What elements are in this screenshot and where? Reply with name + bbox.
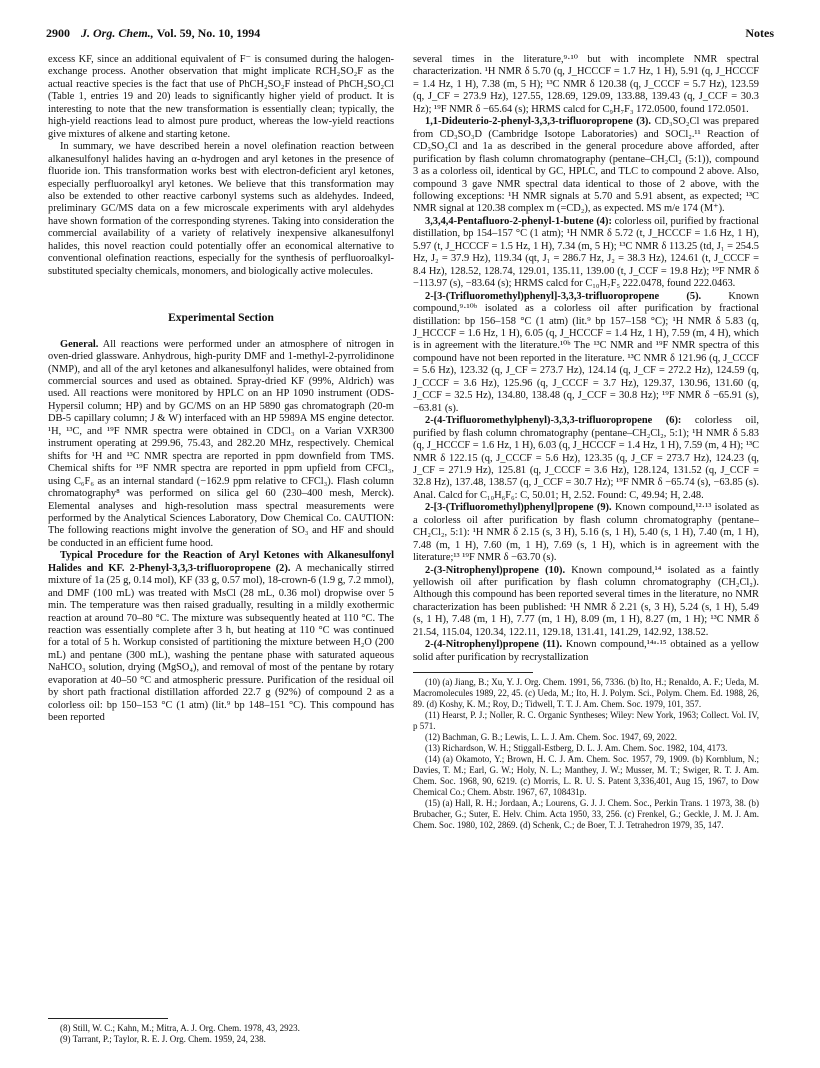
- compound-10-lead: 2-(3-Nitrophenyl)propene (10).: [425, 564, 566, 576]
- left-footnotes: [48, 1018, 394, 1045]
- paragraph-compound-11: [413, 639, 759, 664]
- compound-11-text: Known compound,¹⁴ᵃ·¹⁵ obtained as a yellow solid after purification by recrystallization: [413, 639, 759, 663]
- paragraph-compound-3: [413, 116, 759, 216]
- compound-3-lead: 1,1-Dideuterio-2-phenyl-3,3,3-trifluoropropene (3).: [425, 116, 651, 128]
- section-title: Experimental Section: [168, 312, 274, 325]
- compound-5-lead: 2-[3-(Trifluoromethyl)phenyl]-3,3,3-trifluoropropene (5).: [425, 290, 702, 302]
- paragraph-typical-procedure: [48, 550, 394, 724]
- footnote-12: (12) Bachman, G. B.; Lewis, L. L. J. Am. Chem. Soc. 1947, 69, 2022.: [425, 732, 677, 743]
- typical-text: A mechanically stirred mixture of 1a (25 g, 0.14 mol), KF (33 g, 0.57 mol), 18-crown-6 (1.9 g, 7.2 mmol), and DMF (100 mL) was treated with MsCl (28 mL, 0.36 mol) dropwise over 5 min. The temperature was then raised gradually, resulting in a mildly exothermic reaction at around 70–80 °C. The mixture was subsequently heated at 110 °C. The reaction was essentially complete after 3 h, but heating at 110 °C was continued for a total of 5 h. Workup consisted of partitioning the mixture between H₂O (200 mL) and pentane (300 mL), washing the pentane phase with saturated aqueous NaHCO₃ solution, drying (MgSO₄), and removal of most of the pentane by rotary evaporation at 40–50 °C and atmospheric pressure. Purification of the residual oil by short path fractional distillation afforded 22.7 g (92%) of compound 2 as a colorless oil: bp 150–153 °C (1 atm) (lit.⁹ bp 148–151 °C). This compound has been reported: [48, 562, 394, 724]
- footnote-divider-right: [413, 672, 533, 673]
- paragraph-compound-6: [413, 415, 759, 502]
- compound-10-text: Known compound,¹⁴ isolated as a faintly yellowish oil after purification by flash column chromatography (CH₂Cl₂). Although this compound has been reported several times in the literature, no NMR characterization has been published: ¹H NMR δ 2.21 (s, 3 H), 5.24 (s, 1 H), 5.49 (s, 1 H), 7.48 (m, 1 H), 7.77 (m, 1 H), 8.09 (m, 1 H), 8.27 (m, 1 H); ¹³C NMR δ 21.54, 115.04, 120.34, 122.11, 129.18, 131.41, 141.29, 142.92, 138.52.: [413, 564, 759, 638]
- paragraph-continued: excess KF, since an additional equivalent of F⁻ is consumed during the halogen-exchange process. Another observation that might implicate RCH₂SO₂F as the actual reactive species is the fact that use of PhCH₂SO₂F instead of PhCH₂SO₂Cl (Table 1, entries 19 and 20) leads to significantly higher yield of product. It is interesting to note that the new transformation is essentially clean; typically, the high-yield reactions lead to almost pure product, whereas the low-yield reactions give mixtures of alkene and starting ketone.: [48, 54, 394, 140]
- header-left: [46, 26, 260, 41]
- compound-5-text: Known compound,⁹·¹⁰ᵇ isolated as a colorless oil after purification by fractional distillation: bp 156–158 °C (1 atm) (lit.⁹ bp 157–158 °C); ¹H NMR δ 5.83 (q, J_HCCCF = 1.6 Hz, 1 H), 6.05 (q, J_HCCCF = 1.4 Hz, 1 H), 7.59 (m, 4 H), which is in agreement with the literature.¹⁰ᵇ The ¹³C NMR and ¹⁹F NMR spectra of this compound have not been reported in the literature. ¹³C NMR δ 121.96 (q, J_CCCF = 5.6 Hz), 123.32 (q, J_CF = 273.7 Hz), 124.14 (q, J_CF = 272.2 Hz), 124.59 (q, J_CCCF = 3.6 Hz), 125.96 (q, J_CCCF = 3.7 Hz), 129.37, 130.96, 131.60 (q, J_CCF = 32.5 Hz), 134.80, 138.48 (q, J_CCF = 30.8 Hz); ¹⁹F NMR δ −65.91 (s), −63.81 (s).: [413, 290, 759, 414]
- typical-lead: Typical Procedure for the Reaction of Aryl Ketones with Alkanesulfonyl Halides and KF. 2-Phenyl-3,3,3-trifluoropropene (2).: [48, 550, 394, 574]
- section-name: Notes: [745, 26, 774, 40]
- paragraph-summary: In summary, we have described herein a novel olefination reaction between alkanesulfonyl halides having an α-hydrogen and aryl ketones in the presence of fluoride ion. This transformation works best with electron-deficient aryl ketones, especially perfluoroalkyl aryl ketones. We believe that this transformation may also be extended to other reactive carbonyl systems such as aldehydes. Indeed, preliminary GC/MS data on a few microscale experiments with aryl aldehydes have shown formation of the corresponding styrenes. Taking into consideration the commercial availability of a variety of relatively inexpensive alkanesulfonyl halides, this novel reaction could potentially offer an economical alternative to conventional olefination reactions, especially for the synthesis of perfluoroalkyl-substituted specialty chemicals, monomers, and biologically active molecules.: [48, 141, 394, 277]
- footnote-divider: [48, 1018, 168, 1019]
- footnote-8: (8) Still, W. C.; Kahn, M.; Mitra, A. J. Org. Chem. 1978, 43, 2923.: [60, 1023, 300, 1033]
- right-column: [413, 54, 759, 831]
- paragraph-compound-2-data: several times in the literature,⁹·¹⁰ but with incomplete NMR spectral characterization. ¹H NMR δ 5.70 (q, J_HCCCF = 1.7 Hz, 1 H), 5.91 (q, J_HCCCF = 1.4 Hz, 1 H), 7.38 (m, 5 H); ¹³C NMR δ 120.38 (q, J_CCCF = 5.7 Hz), 123.59 (q, J_CF = 273.9 Hz), 127.55, 128.69, 129.09, 133.88, 139.43 (q, J_CCF = 30.3 Hz); ¹⁹F NMR δ −65.64 (s); HRMS calcd for C₉H₇F₃ 172.0500, found 172.0501.: [413, 54, 759, 115]
- page-header: [46, 26, 774, 44]
- volume-info: Vol. 59, No. 10, 1994: [156, 26, 261, 40]
- compound-4-text: colorless oil, purified by fractional distillation, bp 154–157 °C (1 atm); ¹H NMR δ 5.72 (t, J_HCCCF = 1.6 Hz, 1 H), 5.97 (t, J_HCCCF = 1.5 Hz, 1 H), 7.34 (m, 5 H); ¹³C NMR δ 113.25 (td, J₁ = 254.5 Hz, J₂ = 37.9 Hz), 119.34 (qt, J₁ = 286.7 Hz, J₂ = 38.3 Hz), 124.61 (t, J_CCCF = 8.4 Hz), 128.52, 128.74, 129.01, 135.11, 139.00 (t, J_CCF = 19.8 Hz); ¹⁹F NMR δ −113.97 (s), −83.64 (s); HRMS calcd for C₁₀H₇F₅ 222.0478, found 222.0463.: [413, 215, 759, 290]
- paragraph-compound-10: [413, 565, 759, 640]
- general-lead: General.: [60, 338, 99, 350]
- left-column: [48, 54, 394, 725]
- compound-9-lead: 2-[3-(Trifluoromethyl)phenyl]propene (9).: [425, 502, 612, 514]
- paragraph-general: [48, 339, 394, 551]
- journal-name: J. Org. Chem.,: [81, 26, 154, 40]
- compound-11-lead: 2-(4-Nitrophenyl)propene (11).: [425, 639, 563, 651]
- compound-6-lead: 2-(4-Trifluoromethylphenyl)-3,3,3-trifluoropropene (6):: [425, 415, 682, 427]
- compound-4-lead: 3,3,4,4-Pentafluoro-2-phenyl-1-butene (4):: [425, 215, 612, 227]
- footnote-14: (14) (a) Okamoto, Y.; Brown, H. C. J. Am. Chem. Soc. 1957, 79, 1909. (b) Kornblum, N.; Davies, T. M.; Earl, G. W.; Holy, N. L.; Manthey, J. W.; Musser, M. T.; Swiger, R. T. J. Am. Chem. Soc. 1968, 90, 6219. (c) Morris, L. R. U. S. Patent 3,336,401, Aug 15, 1967, to Dow Chemical Co.; Chem. Abstr. 1967, 67, 108431p.: [413, 754, 759, 798]
- footnote-10: (10) (a) Jiang, B.; Xu, Y. J. Org. Chem. 1991, 56, 7336. (b) Ito, H.; Renaldo, A. F.; Ueda, M. Macromolecules 1989, 22, 45. (c) Ueda, M.; Ito, H. J. Polym. Sci., Polym. Chem. Ed. 1988, 26, 89. (d) Koshy, K. M.; Roy, D.; Tidwell, T. T. J. Am. Chem. Soc. 1979, 101, 357.: [413, 677, 759, 710]
- paragraph-compound-5: [413, 291, 759, 416]
- footnote-13: (13) Richardson, W. H.; Stiggall-Estberg, D. L. J. Am. Chem. Soc. 1982, 104, 4173.: [425, 743, 728, 754]
- paragraph-compound-9: [413, 502, 759, 564]
- right-footnotes: [413, 672, 759, 831]
- general-text: All reactions were performed under an atmosphere of nitrogen in oven-dried glassware. Anhydrous, high-purity DMF and 1-methyl-2-pyrrolidinone (NMP), and all of the aryl ketones and alkanesulfonyl halides, were obtained from commercial sources and used as obtained. Spray-dried KF (99%, Aldrich) was used. All reactions were monitored by HPLC on an HP 1090 instrument (ODS-Hypersil column; HP) and by GC/MS on an HP 5890 gas chromatograph (20-m DB-5 capillary column; J & W) interfaced with an HP 5989A MS engine detector. ¹H, ¹³C, and ¹⁹F NMR spectra were obtained in CDCl₃ on a Varian VXR300 instrument operating at 299.96, 75.43, and 282.20 MHz, respectively. Chemical shifts for ¹H and ¹³C NMR spectra are reported in ppm downfield from TMS. Chemical shifts for ¹⁹F NMR spectra are reported in ppm upfield from CFCl₃, using C₆F₆ as an internal standard (−162.9 ppm relative to CFCl₃). Flash column chromatography⁸ was performed on silica gel 60 (230–400 mesh, Merck). Elemental analyses and high-resolution mass spectral measurements were performed by the Analytical Sciences Laboratory, Dow Chemical Co. CAUTION: The following reactions might involve the generation of SO₃ and HF and should be conducted in an efficient fume hood.: [48, 338, 394, 549]
- compound-3-text: CD₃SO₂Cl was prepared from CD₃SO₃D (Cambridge Isotope Laboratories) and SOCl₂.¹¹ Reaction of CD₃SO₂Cl and 1a as described in the general procedure above afforded, after purification by flash column chromatography (pentane–CH₂Cl₂ (5:1)), compound 3 as a colorless oil, identical by GC, HPLC, and TLC to compound 2 above. Also, compound 3 gave NMR spectral data identical to those of 2 above, with the following exceptions: ¹H NMR signals at 5.70 and 5.91 absent, as expected; ¹³C NMR signal at 120.38 complex m (=CD₂), as expected. MS m/e 174 (M⁺).: [413, 116, 760, 215]
- footnote-9: (9) Tarrant, P.; Taylor, R. E. J. Org. Chem. 1959, 24, 238.: [60, 1034, 266, 1044]
- compound-9-text: Known compound,¹²·¹³ isolated as a colorless oil after purification by flash column chromatography (pentane–CH₂Cl₂, 5:1): ¹H NMR δ 2.15 (s, 3 H), 5.16 (s, 1 H), 5.40 (s, 1 H), 7.40 (m, 1 H), 7.48 (m, 1 H), 7.60 (m, 1 H), 7.69 (s, 1 H), which is in agreement with the literature;¹³ ¹⁹F NMR δ −63.70 (s).: [413, 502, 760, 564]
- footnote-15: (15) (a) Hall, R. H.; Jordaan, A.; Lourens, G. J. J. Chem. Soc., Perkin Trans. 1 1973, 38. (b) Brubacher, G.; Suter, E. Helv. Chim. Acta 1950, 33, 256. (c) Frenkel, G.; Geckle, J. M. J. Am. Chem. Soc. 1980, 102, 2869. (d) Schenk, C.; de Boer, T. J. Tetrahedron 1979, 35, 147.: [413, 798, 759, 831]
- paragraph-compound-4: [413, 216, 759, 291]
- page-number: 2900: [46, 26, 70, 40]
- compound-6-text: colorless oil, purified by flash column chromatography (pentane–CH₂Cl₂, 5:1); ¹H NMR δ 5.83 (q, J_HCCCF = 1.6 Hz, 1 H), 6.03 (q, J_HCCCF = 1.4 Hz, 1 H), 7.59 (m, 4 H); ¹³C NMR δ 122.15 (q, J_CCCF = 5.6 Hz), 123.35 (q, J_CF = 273.7 Hz), 124.23 (q, J_CF = 271.9 Hz), 125.81 (q, J_CCCF = 3.6 Hz), 128.124, 131.52 (q, J_CCF = 32.8 Hz), 137.48, 138.57 (q, J_CCF = 30.7 Hz); ¹⁹F NMR δ −65.74 (s), −63.85 (s). Anal. Calcd for C₁₀H₆F₆: C, 50.01; H, 2.52. Found: C, 49.94; H, 2.48.: [413, 415, 759, 501]
- footnote-11: (11) Hearst, P. J.; Noller, R. C. Organic Syntheses; Wiley: New York, 1963; Collect. Vol. IV, p 571.: [413, 710, 759, 732]
